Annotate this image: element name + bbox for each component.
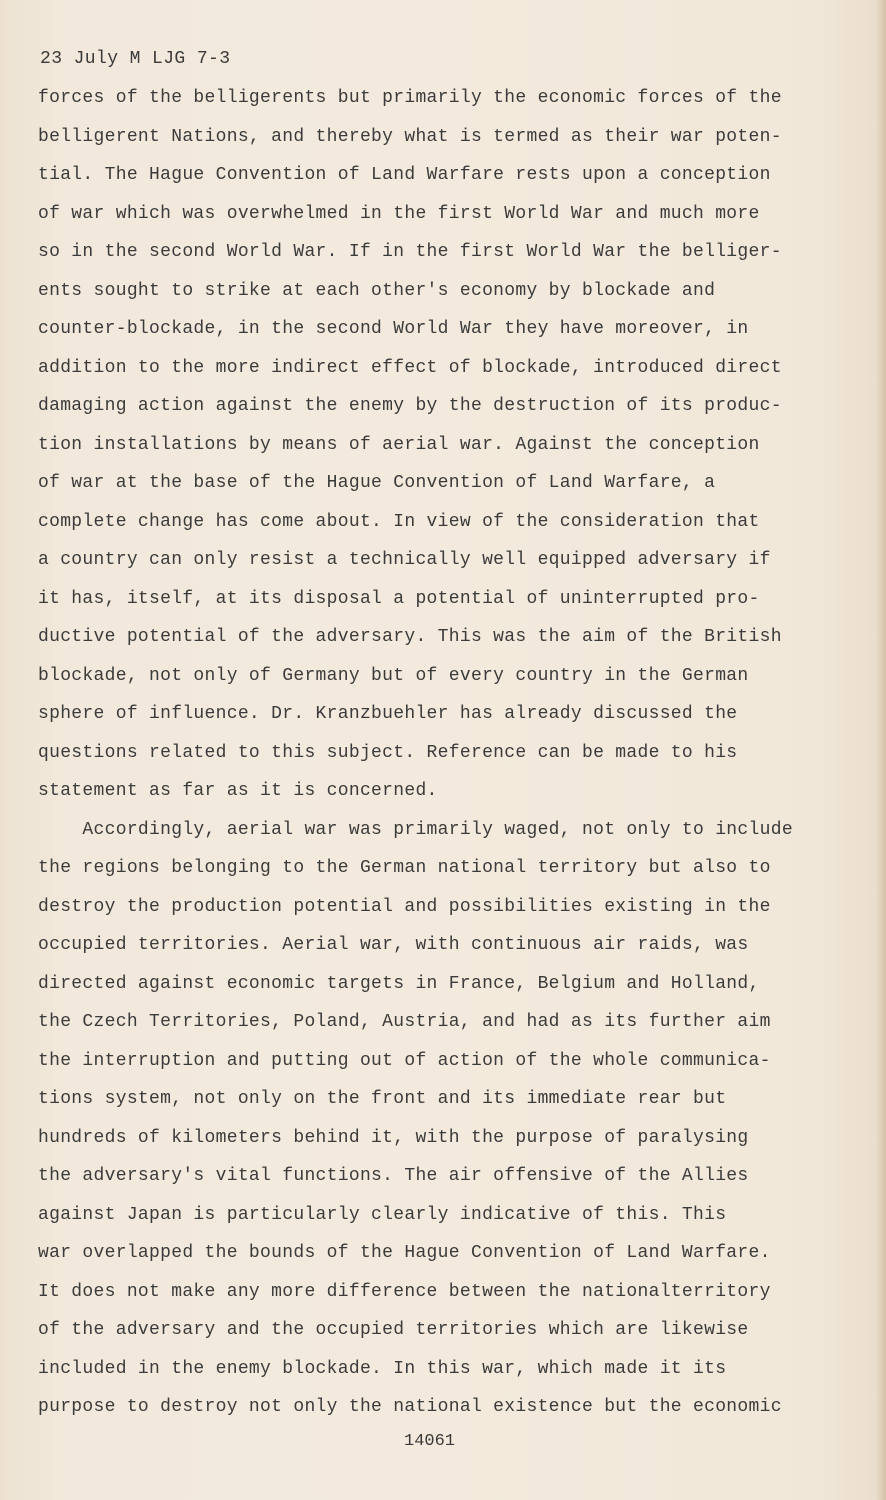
text-line: It does not make any more difference between the nationalterritory (38, 1281, 771, 1302)
text-line: occupied territories. Aerial war, with continuous air raids, was (38, 935, 749, 955)
text-line: included in the enemy blockade. In this war, which made it its (38, 1358, 727, 1379)
text-line: the Czech Territories, Poland, Austria, and had as its further aim (38, 1012, 771, 1032)
text-line: tial. The Hague Convention of Land Warfare rests upon a conception (38, 165, 771, 185)
text-line: ents sought to strike at each other's economy by blockade and (38, 280, 716, 301)
text-line: the interruption and putting out of action of the whole communica- (38, 1050, 771, 1071)
text-line: addition to the more indirect effect of blockade, introduced direct (38, 357, 782, 378)
text-line: statement as far as it is concerned. (38, 781, 438, 801)
text-line: a country can only resist a technically well equipped adversary if (38, 550, 771, 570)
text-line: tion installations by means of aerial war. Against the conception (38, 434, 760, 455)
text-line: questions related to this subject. Reference can be made to his (38, 742, 738, 763)
text-line: forces of the belligerents but primarily the economic forces of the (38, 88, 782, 108)
text-line: tions system, not only on the front and its immediate rear but (38, 1089, 727, 1109)
text-line: complete change has come about. In view of the consideration that (38, 511, 760, 532)
text-line: war overlapped the bounds of the Hague Convention of Land Warfare. (38, 1243, 771, 1263)
text-line: against Japan is particularly clearly indicative of this. This (38, 1204, 727, 1225)
text-line: destroy the production potential and possibilities existing in the (38, 896, 771, 917)
text-line: sphere of influence. Dr. Kranzbuehler has already discussed the (38, 704, 738, 724)
text-line: blockade, not only of Germany but of every country in the German (38, 665, 749, 686)
page-number: 14061 (404, 1432, 456, 1451)
text-line: directed against economic targets in France, Belgium and Holland, (38, 973, 760, 994)
text-line: the adversary's vital functions. The air offensive of the Allies (38, 1166, 749, 1186)
text-line: Accordingly, aerial war was primarily waged, not only to include (38, 819, 793, 840)
text-line: ductive potential of the adversary. This was the aim of the British (38, 627, 782, 647)
text-line: damaging action against the enemy by the destruction of its produc- (38, 396, 782, 416)
text-line: counter-blockade, in the second World War they have moreover, in (38, 319, 749, 339)
text-line: it has, itself, at its disposal a potential of uninterrupted pro- (38, 588, 760, 609)
text-line: of war which was overwhelmed in the first World War and much more (38, 203, 760, 224)
text-line: belligerent Nations, and thereby what is termed as their war poten- (38, 126, 782, 147)
text-line: hundreds of kilometers behind it, with the purpose of paralysing (38, 1127, 749, 1148)
body-text (38, 86, 838, 1434)
text-line: of the adversary and the occupied territories which are likewise (38, 1320, 749, 1340)
text-line: purpose to destroy not only the national existence but the economic (38, 1397, 782, 1417)
page-header: 23 July M LJG 7-3 (40, 49, 231, 69)
page-edge-shadow (876, 0, 886, 1500)
text-line: so in the second World War. If in the first World War the belliger- (38, 242, 782, 262)
text-line: the regions belonging to the German national territory but also to (38, 858, 771, 878)
text-line: of war at the base of the Hague Convention of Land Warfare, a (38, 473, 716, 493)
